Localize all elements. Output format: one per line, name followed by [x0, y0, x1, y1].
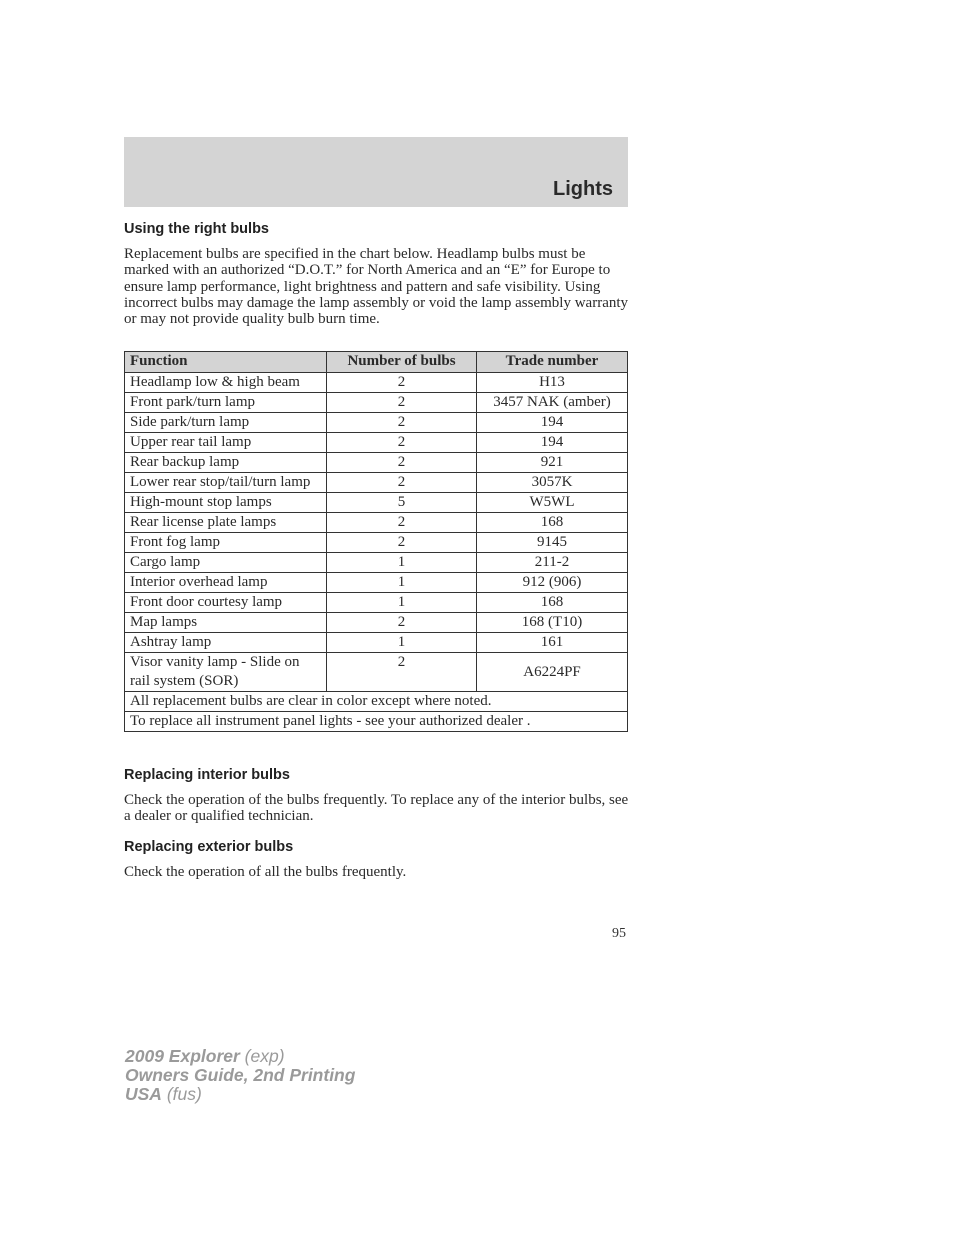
cell-trade: 168 — [477, 593, 628, 613]
cell-number: 2 — [327, 533, 477, 553]
table-row — [125, 533, 628, 553]
column-header-function: Function — [125, 352, 327, 373]
cell-trade: 161 — [477, 633, 628, 653]
table-row — [125, 633, 628, 653]
footer-market: USA — [125, 1084, 162, 1104]
cell-trade: 912 (906) — [477, 573, 628, 593]
cell-trade: 168 — [477, 513, 628, 533]
section-heading-interior-bulbs: Replacing interior bulbs — [124, 767, 290, 783]
table-row — [125, 553, 628, 573]
section-heading-exterior-bulbs: Replacing exterior bulbs — [124, 839, 294, 855]
note-instrument-panel: To replace all instrument panel lights - see your authorized dealer . — [125, 712, 628, 732]
cell-trade: 921 — [477, 453, 628, 473]
table-row — [125, 513, 628, 533]
cell-number: 2 — [327, 653, 477, 692]
table-row — [125, 413, 628, 433]
document-footer — [125, 1047, 355, 1104]
section-body-interior-bulbs: Check the operation of the bulbs frequently. To replace any of the interior bulbs, see a dealer or qualified technician. — [124, 792, 629, 825]
note-clear-color: All replacement bulbs are clear in color except where noted. — [125, 692, 628, 712]
table-row — [125, 573, 628, 593]
cell-function: Lower rear stop/tail/turn lamp — [125, 473, 327, 493]
cell-trade: 211-2 — [477, 553, 628, 573]
cell-trade: H13 — [477, 373, 628, 393]
bulb-table — [124, 351, 628, 732]
cell-number: 1 — [327, 593, 477, 613]
cell-function: Visor vanity lamp - Slide on rail system (SOR) — [125, 653, 327, 692]
chapter-header-bar — [124, 137, 628, 207]
cell-trade: 9145 — [477, 533, 628, 553]
page-number: 95 — [612, 926, 626, 941]
cell-trade: 194 — [477, 413, 628, 433]
chapter-title: Lights — [553, 178, 613, 200]
cell-trade: 3457 NAK (amber) — [477, 393, 628, 413]
cell-function: Front park/turn lamp — [125, 393, 327, 413]
cell-function: Front fog lamp — [125, 533, 327, 553]
cell-function: Rear backup lamp — [125, 453, 327, 473]
footer-market-code: (fus) — [166, 1084, 202, 1104]
footer-model: 2009 Explorer — [125, 1046, 240, 1066]
cell-function: Map lamps — [125, 613, 327, 633]
cell-number: 2 — [327, 613, 477, 633]
table-note-row — [125, 712, 628, 732]
cell-function: Headlamp low & high beam — [125, 373, 327, 393]
cell-function: Upper rear tail lamp — [125, 433, 327, 453]
table-row — [125, 473, 628, 493]
footer-line-model — [125, 1047, 355, 1066]
cell-trade: 168 (T10) — [477, 613, 628, 633]
cell-function: Side park/turn lamp — [125, 413, 327, 433]
cell-function: High-mount stop lamps — [125, 493, 327, 513]
cell-number: 1 — [327, 573, 477, 593]
cell-function: Rear license plate lamps — [125, 513, 327, 533]
cell-number: 2 — [327, 393, 477, 413]
cell-trade: 194 — [477, 433, 628, 453]
table-row — [125, 653, 628, 692]
cell-trade: W5WL — [477, 493, 628, 513]
footer-model-code: (exp) — [244, 1046, 285, 1066]
table-row — [125, 393, 628, 413]
cell-function: Interior overhead lamp — [125, 573, 327, 593]
table-row — [125, 593, 628, 613]
section-body-exterior-bulbs: Check the operation of all the bulbs frequently. — [124, 864, 407, 880]
table-row — [125, 433, 628, 453]
cell-number: 5 — [327, 493, 477, 513]
section-heading-right-bulbs: Using the right bulbs — [124, 221, 269, 237]
table-header-row — [125, 352, 628, 373]
cell-number: 1 — [327, 633, 477, 653]
cell-number: 2 — [327, 473, 477, 493]
cell-number: 2 — [327, 433, 477, 453]
cell-number: 2 — [327, 373, 477, 393]
footer-guide: Owners Guide, 2nd Printing — [125, 1065, 356, 1085]
table-note-row — [125, 692, 628, 712]
column-header-trade-number: Trade number — [477, 352, 628, 373]
table-row — [125, 493, 628, 513]
cell-number: 1 — [327, 553, 477, 573]
cell-trade: 3057K — [477, 473, 628, 493]
cell-number: 2 — [327, 413, 477, 433]
column-header-number-of-bulbs: Number of bulbs — [327, 352, 477, 373]
cell-number: 2 — [327, 513, 477, 533]
cell-number: 2 — [327, 453, 477, 473]
cell-function: Cargo lamp — [125, 553, 327, 573]
footer-line-market — [125, 1085, 355, 1104]
cell-trade: A6224PF — [477, 653, 628, 692]
table-row — [125, 453, 628, 473]
footer-line-guide — [125, 1066, 355, 1085]
table-row — [125, 613, 628, 633]
cell-function: Front door courtesy lamp — [125, 593, 327, 613]
table-row — [125, 373, 628, 393]
cell-function: Ashtray lamp — [125, 633, 327, 653]
section-body-right-bulbs: Replacement bulbs are specified in the chart below. Headlamp bulbs must be marked with an authorized “D.O.T.” for North America and an “E” for Europe to ensure lamp performance, light brightness and pattern and safe visibility. Using incorrect bulbs may damage the lamp assembly or void the lamp assembly warranty or may not provide quality bulb burn time. — [124, 246, 629, 328]
